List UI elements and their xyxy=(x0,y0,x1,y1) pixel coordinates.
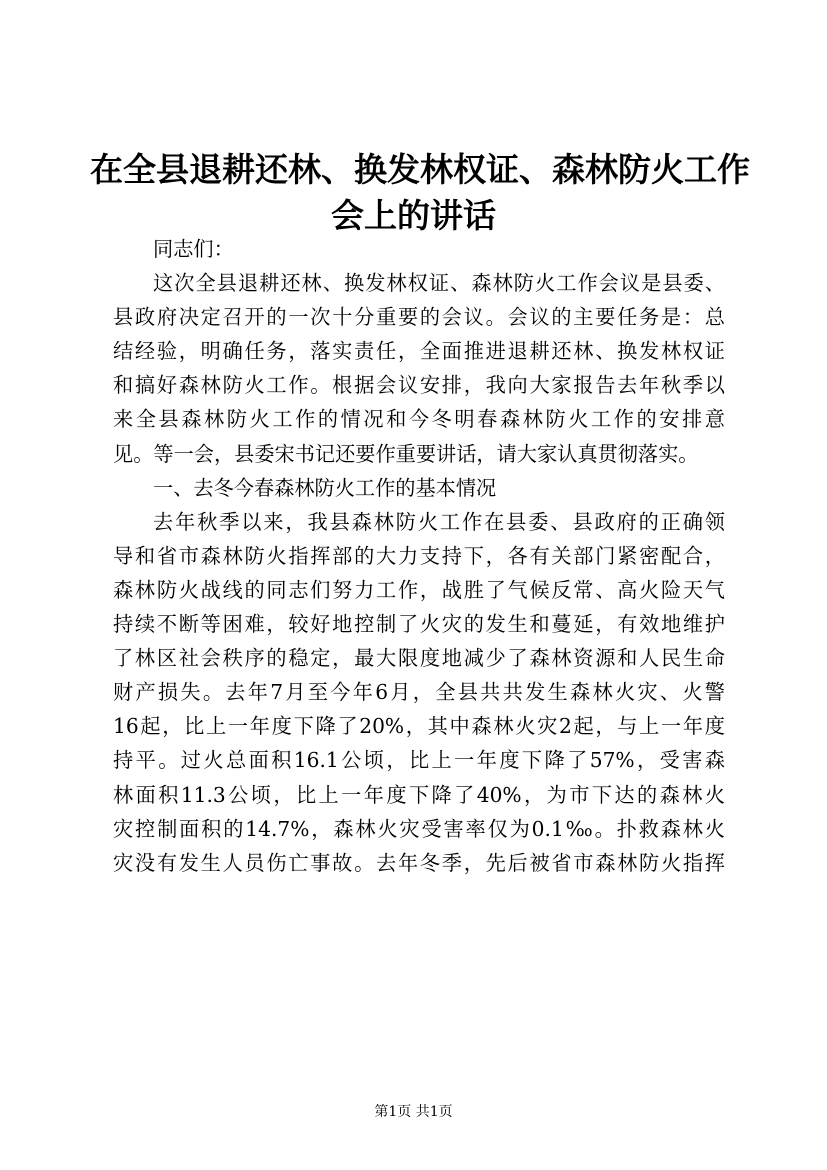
body-line: 16起，比上一年度下降了20%，其中森林火灾2起，与上一年度 xyxy=(113,714,725,739)
body-line: 灾控制面积的14.7%，森林火灾受害率仅为0.1‰。扑救森林火 xyxy=(113,816,725,841)
body-line: 来全县森林防火工作的情况和今冬明春森林防火工作的安排意 xyxy=(113,407,725,432)
body-line: 结经验，明确任务，落实责任，全面推进退耕还林、换发林权证 xyxy=(113,339,725,364)
body-line: 持平。过火总面积16.1公顷，比上一年度下降了57%，受害森 xyxy=(113,748,725,773)
body-line: 林面积11.3公顷，比上一年度下降了40%，为市下达的森林火 xyxy=(113,782,725,807)
body-line: 见。等一会，县委宋书记还要作重要讲话，请大家认真贯彻落实。 xyxy=(113,441,699,466)
body-line: 这次全县退耕还林、换发林权证、森林防火工作会议是县委、 xyxy=(153,271,725,296)
page-footer: 第1页 共1页 xyxy=(374,1104,453,1120)
body-line: 持续不断等困难，较好地控制了火灾的发生和蔓延，有效地维护 xyxy=(113,612,725,637)
body-line: 森林防火战线的同志们努力工作，战胜了气候反常、高火险天气 xyxy=(113,577,725,602)
salutation: 同志们： xyxy=(153,237,234,261)
body-line: 去年秋季以来，我县森林防火工作在县委、县政府的正确领 xyxy=(153,509,725,534)
body-line: 财产损失。去年7月至今年6月，全县共共发生森林火灾、火警 xyxy=(113,680,725,705)
document-title-line-1: 在全县退耕还林、换发林权证、森林防火工作 xyxy=(90,150,750,189)
body-line: 县政府决定召开的一次十分重要的会议。会议的主要任务是：总 xyxy=(113,305,725,330)
body-line: 了林区社会秩序的稳定，最大限度地减少了森林资源和人民生命 xyxy=(113,646,725,671)
document-body xyxy=(113,232,725,880)
body-line: 导和省市森林防火指挥部的大力支持下，各有关部门紧密配合， xyxy=(113,543,725,568)
body-line: 和搞好森林防火工作。根据会议安排，我向大家报告去年秋季以 xyxy=(113,373,725,398)
body-line: 灾没有发生人员伤亡事故。去年冬季，先后被省市森林防火指挥 xyxy=(113,850,725,875)
section-heading: 一、去冬今春森林防火工作的基本情况 xyxy=(153,475,497,500)
document-title-line-2: 会上的讲话 xyxy=(331,196,496,235)
